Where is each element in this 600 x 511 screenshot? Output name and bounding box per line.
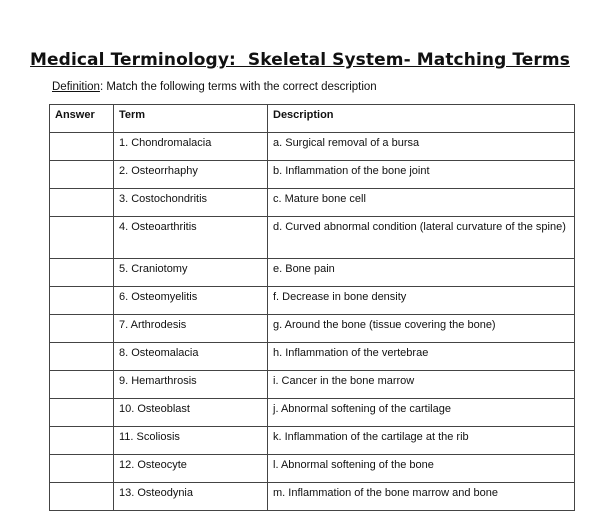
table-row (50, 315, 575, 343)
description-cell: c. Mature bone cell (268, 189, 575, 217)
description-cell: j. Abnormal softening of the cartilage (268, 399, 575, 427)
description-cell: f. Decrease in bone density (268, 287, 575, 315)
table-header-row (50, 105, 575, 133)
description-column-header: Description (268, 105, 575, 133)
description-cell: h. Inflammation of the vertebrae (268, 343, 575, 371)
answer-cell[interactable] (50, 133, 114, 161)
answer-cell[interactable] (50, 483, 114, 511)
description-cell: b. Inflammation of the bone joint (268, 161, 575, 189)
table-row (50, 455, 575, 483)
answer-cell[interactable] (50, 315, 114, 343)
term-cell: 1. Chondromalacia (114, 133, 268, 161)
answer-column-header: Answer (50, 105, 114, 133)
table-row (50, 483, 575, 511)
page-title: Medical Terminology: Skeletal System- Matching Terms (30, 50, 570, 70)
term-cell: 4. Osteoarthritis (114, 217, 268, 259)
table-row (50, 371, 575, 399)
answer-cell[interactable] (50, 259, 114, 287)
definition-line (52, 81, 377, 93)
table-row (50, 427, 575, 455)
definition-label: Definition (52, 81, 100, 93)
answer-cell[interactable] (50, 427, 114, 455)
term-cell: 13. Osteodynia (114, 483, 268, 511)
definition-text: : Match the following terms with the correct description (99, 81, 377, 93)
term-cell: 6. Osteomyelitis (114, 287, 268, 315)
answer-cell[interactable] (50, 399, 114, 427)
table-row (50, 133, 575, 161)
table-row (50, 343, 575, 371)
table-row (50, 259, 575, 287)
term-cell: 11. Scoliosis (114, 427, 268, 455)
description-cell: g. Around the bone (tissue covering the bone) (268, 315, 575, 343)
description-cell: m. Inflammation of the bone marrow and bone (268, 483, 575, 511)
term-cell: 10. Osteoblast (114, 399, 268, 427)
term-cell: 2. Osteorrhaphy (114, 161, 268, 189)
term-column-header: Term (114, 105, 268, 133)
answer-cell[interactable] (50, 189, 114, 217)
term-cell: 3. Costochondritis (114, 189, 268, 217)
term-cell: 5. Craniotomy (114, 259, 268, 287)
term-cell: 8. Osteomalacia (114, 343, 268, 371)
description-cell: e. Bone pain (268, 259, 575, 287)
term-cell: 7. Arthrodesis (114, 315, 268, 343)
term-cell: 12. Osteocyte (114, 455, 268, 483)
table-row (50, 399, 575, 427)
term-cell: 9. Hemarthrosis (114, 371, 268, 399)
answer-cell[interactable] (50, 161, 114, 189)
matching-table (49, 104, 575, 511)
description-cell: a. Surgical removal of a bursa (268, 133, 575, 161)
answer-cell[interactable] (50, 455, 114, 483)
description-cell: k. Inflammation of the cartilage at the rib (268, 427, 575, 455)
answer-cell[interactable] (50, 371, 114, 399)
description-cell: l. Abnormal softening of the bone (268, 455, 575, 483)
answer-cell[interactable] (50, 343, 114, 371)
answer-cell[interactable] (50, 287, 114, 315)
table-row (50, 161, 575, 189)
table-row (50, 189, 575, 217)
answer-cell[interactable] (50, 217, 114, 259)
description-cell: i. Cancer in the bone marrow (268, 371, 575, 399)
table-row (50, 287, 575, 315)
table-row (50, 217, 575, 259)
description-cell: d. Curved abnormal condition (lateral curvature of the spine) (268, 217, 575, 259)
